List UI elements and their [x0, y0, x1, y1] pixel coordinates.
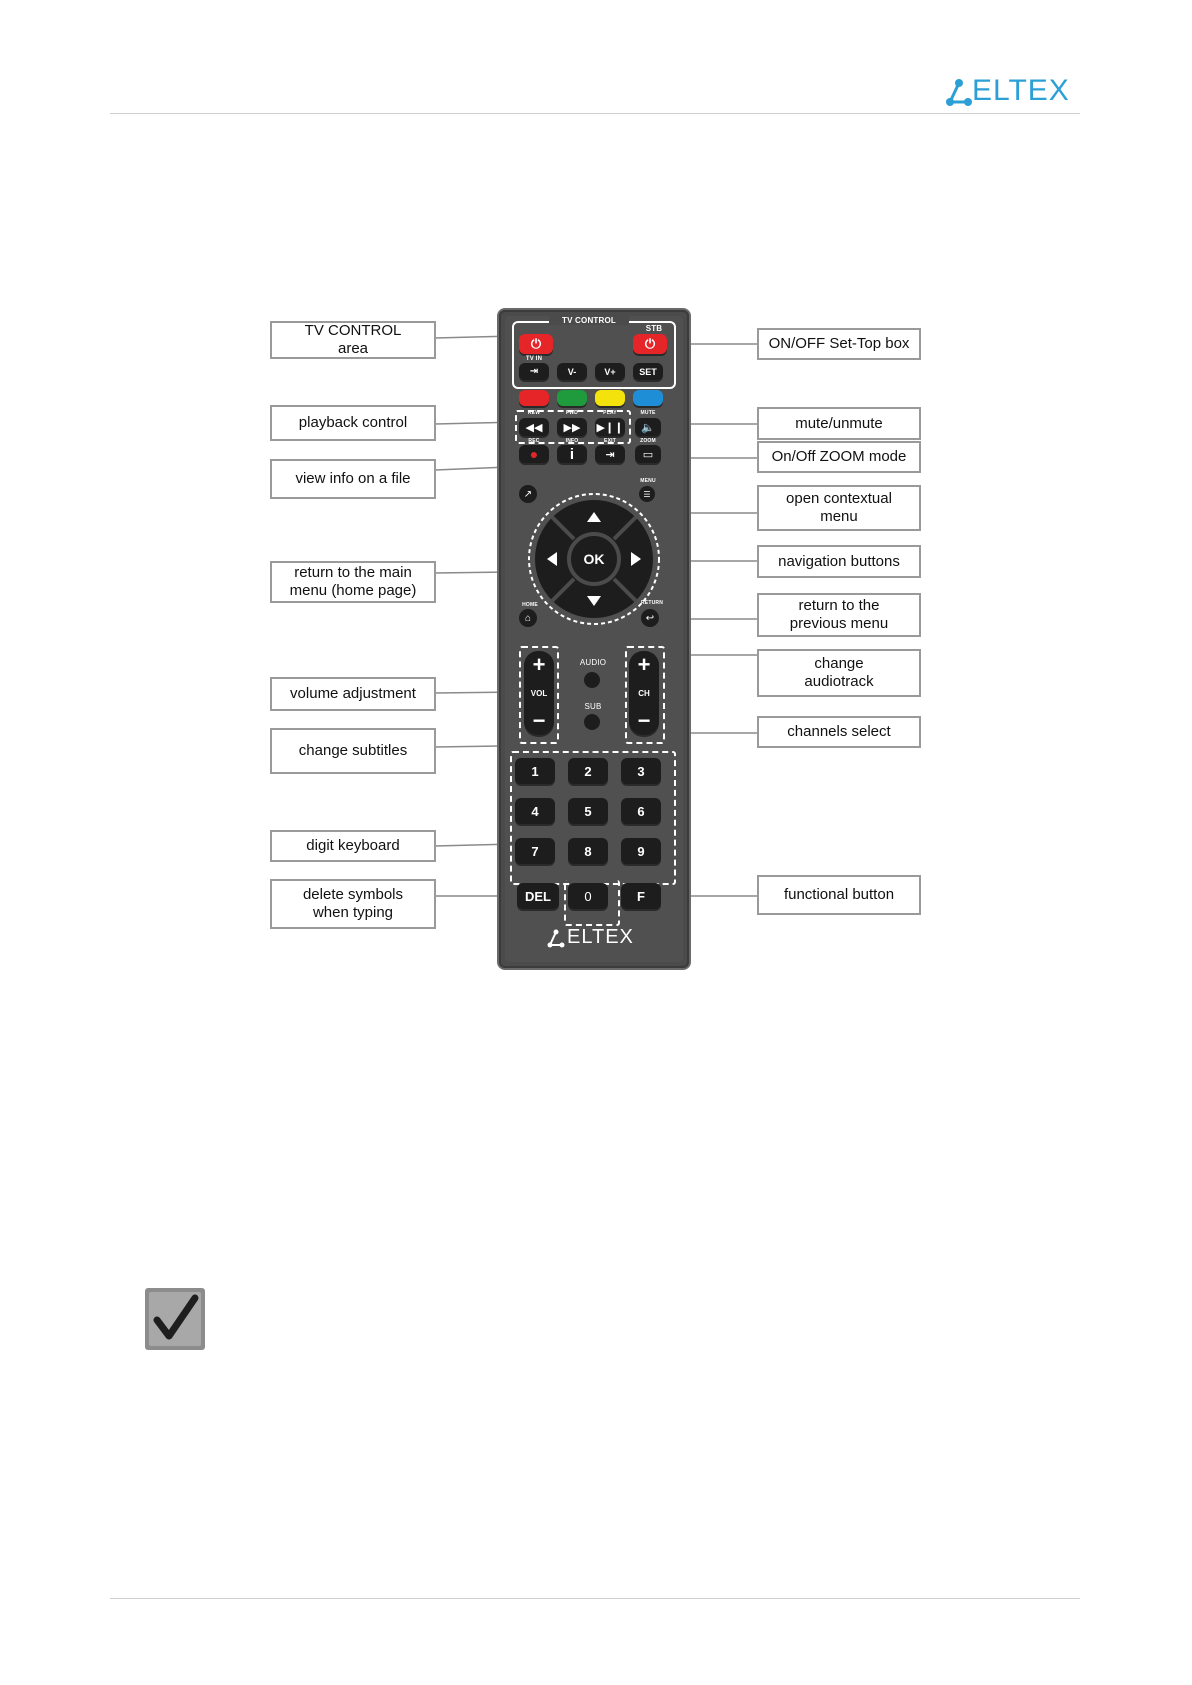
remote-control — [499, 310, 689, 968]
callout-text: digit keyboard — [306, 837, 400, 854]
fast-forward-button[interactable] — [557, 418, 587, 436]
digit-button[interactable]: 8 — [568, 838, 608, 864]
fwd-label: FWD — [566, 410, 578, 416]
tv-in-button[interactable] — [519, 363, 549, 380]
info-label: INFO — [565, 438, 579, 444]
callout-text: audiotrack — [804, 673, 874, 690]
play-pause-button[interactable] — [595, 418, 625, 436]
zoom-button[interactable] — [635, 445, 661, 463]
power-icon: ⏻ — [644, 336, 656, 351]
callout-playback-control — [270, 405, 436, 441]
digit-keyboard — [515, 758, 675, 882]
callout-text: view info on a file — [295, 470, 411, 487]
mute-button[interactable] — [635, 418, 661, 436]
callout-text: playback control — [298, 414, 408, 431]
function-button[interactable]: F — [621, 883, 661, 909]
remote-brand-text: ELTEX — [567, 926, 634, 948]
callout-view-info — [270, 459, 436, 499]
callout-text: open contextual — [786, 490, 892, 507]
mute-label: MUTE — [640, 410, 656, 416]
stb-power-button[interactable] — [633, 334, 667, 354]
digit-button[interactable]: 9 — [621, 838, 661, 864]
volume-down-icon[interactable]: − — [532, 708, 546, 733]
digit-button[interactable]: 5 — [568, 798, 608, 824]
zoom-label: ZOOM — [640, 438, 656, 444]
remote-brand — [547, 926, 647, 950]
menu-label: MENU — [640, 478, 656, 484]
tv-set-button[interactable]: SET — [633, 363, 663, 380]
callout-delete-symbols — [270, 879, 436, 929]
callout-change-audiotrack — [757, 649, 921, 697]
return-arrow-icon: ↩ — [645, 612, 655, 624]
callout-return-main-menu — [270, 561, 436, 603]
callout-digit-keyboard — [270, 830, 436, 862]
callout-mute-unmute — [757, 407, 921, 440]
channel-rocker[interactable] — [629, 651, 659, 735]
rewind-icon: ◀◀ — [525, 421, 543, 434]
tv-power-button[interactable] — [519, 334, 553, 354]
rec-button[interactable] — [519, 445, 549, 463]
home-icon: ⌂ — [524, 612, 532, 624]
play-pause-icon: ▶❙❙ — [596, 421, 624, 434]
return-label: RETURN — [640, 600, 664, 606]
callout-text: channels select — [787, 723, 891, 740]
callout-text: when typing — [312, 904, 394, 921]
audio-button[interactable] — [584, 672, 600, 688]
sub-label: SUB — [584, 702, 602, 711]
footer-divider — [110, 1598, 1080, 1599]
channel-down-icon[interactable]: − — [637, 708, 651, 733]
arrow-pointer-icon: ↗ — [523, 488, 533, 500]
blue-button[interactable] — [633, 390, 663, 406]
speaker-mute-icon: 🔈 — [641, 421, 655, 434]
callout-text: change subtitles — [298, 742, 408, 759]
rec-label: REC — [528, 438, 540, 444]
exit-icon: ⇥ — [605, 448, 615, 461]
power-icon: ⏻ — [530, 336, 542, 351]
callout-channels-select — [757, 716, 921, 748]
channel-label: CH — [638, 688, 650, 698]
digit-button[interactable]: 4 — [515, 798, 555, 824]
volume-up-icon[interactable]: + — [532, 652, 546, 677]
green-button[interactable] — [557, 390, 587, 406]
digit-button[interactable]: 6 — [621, 798, 661, 824]
digit-button[interactable]: 7 — [515, 838, 555, 864]
callout-text: menu (home page) — [289, 582, 417, 599]
info-button[interactable] — [557, 445, 587, 463]
fast-forward-icon: ▶▶ — [563, 421, 581, 434]
home-label: HOME — [522, 602, 538, 608]
channel-up-icon[interactable]: + — [637, 652, 651, 677]
tv-in-label: TV IN — [525, 356, 543, 362]
rew-label: REW — [527, 410, 541, 416]
stb-label: STB — [645, 324, 663, 333]
note-checkmark-icon — [145, 1288, 205, 1350]
callout-on-off-stb — [757, 328, 921, 360]
callout-text: TV CONTROL — [304, 322, 402, 339]
digit-button[interactable]: 3 — [621, 758, 661, 784]
zoom-frame-icon: ▭ — [642, 448, 654, 461]
callout-change-subtitles — [270, 728, 436, 774]
callout-text: volume adjustment — [290, 685, 416, 702]
eltex-logo-text: ELTEX — [972, 74, 1070, 107]
volume-label: VOL — [530, 688, 548, 698]
tv-volume-down-button[interactable]: V- — [557, 363, 587, 380]
audio-label: AUDIO — [579, 658, 607, 667]
exit-label: EXIT — [604, 438, 616, 444]
info-icon: i — [569, 445, 575, 463]
tv-control-label: TV CONTROL — [549, 316, 629, 325]
callout-navigation-buttons — [757, 545, 921, 578]
callout-text: ON/OFF Set-Top box — [768, 335, 910, 352]
callout-text: On/Off ZOOM mode — [771, 448, 907, 465]
yellow-button[interactable] — [595, 390, 625, 406]
callout-volume-adjustment — [270, 677, 436, 711]
record-dot-icon: ● — [529, 446, 539, 462]
delete-button[interactable]: DEL — [517, 883, 559, 909]
return-button[interactable] — [641, 609, 659, 627]
callout-text: return to the — [798, 597, 880, 614]
play-label: PLAY — [603, 410, 617, 416]
callout-return-previous — [757, 593, 921, 637]
callout-zoom-mode — [757, 441, 921, 473]
callout-text: menu — [820, 508, 858, 525]
callout-text: functional button — [783, 886, 895, 903]
callout-text: mute/unmute — [795, 414, 883, 432]
callout-tv-control-area — [270, 321, 436, 359]
red-button[interactable] — [519, 390, 549, 406]
callout-text: return to the main — [294, 564, 412, 581]
tv-volume-up-button[interactable]: V+ — [595, 363, 625, 380]
callout-text: area — [337, 340, 369, 357]
exit-button[interactable] — [595, 445, 625, 463]
subtitles-button[interactable] — [584, 714, 600, 730]
digit-zero-button[interactable]: 0 — [568, 883, 608, 909]
callout-contextual-menu — [757, 485, 921, 531]
callout-text: delete symbols — [302, 886, 404, 903]
callout-text: previous menu — [789, 615, 889, 632]
rewind-button[interactable] — [519, 418, 549, 436]
callout-text: change — [814, 655, 864, 672]
digit-button[interactable]: 1 — [515, 758, 555, 784]
digit-button[interactable]: 2 — [568, 758, 608, 784]
home-button[interactable] — [519, 609, 537, 627]
menu-list-icon: ☰ — [643, 489, 651, 499]
volume-rocker[interactable] — [524, 651, 554, 735]
callout-text: navigation buttons — [778, 552, 900, 570]
input-source-icon: ⇥ — [529, 366, 539, 377]
ok-button[interactable]: OK — [583, 551, 605, 567]
remote-brand-icon — [547, 929, 565, 949]
callout-functional-button — [757, 875, 921, 915]
